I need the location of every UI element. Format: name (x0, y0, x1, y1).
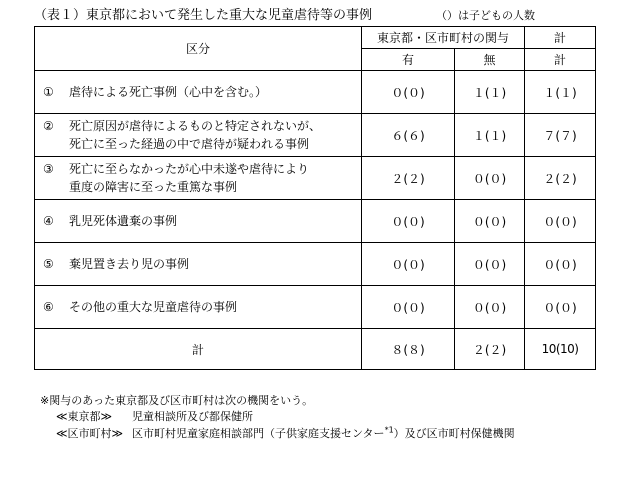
header-yes: 有 (362, 49, 455, 71)
total-row (35, 329, 596, 370)
row-number: ⑤ (43, 257, 54, 271)
total-label: 計 (35, 329, 362, 370)
row-total: １(１) (525, 71, 596, 114)
header-total: 計 (525, 27, 596, 49)
row-text-line: 死亡原因が虐待によるものと特定されないが、 (69, 119, 322, 133)
row-no: ０(０) (455, 243, 525, 286)
row-no: ０(０) (455, 286, 525, 329)
table-title: （表１）東京都において発生した重大な児童虐待等の事例 (34, 8, 373, 23)
table-row (35, 200, 596, 243)
header-no: 無 (455, 49, 525, 71)
row-text (69, 212, 353, 230)
row-total: ７(７) (525, 114, 596, 157)
table-row (35, 286, 596, 329)
row-text (69, 298, 353, 316)
footnote-city-text-after: ）及び区市町村保健機関 (393, 427, 515, 440)
footnote-city-sup: *1 (384, 425, 394, 435)
table-row (35, 71, 596, 114)
row-text-line: 死亡に至らなかったが心中未遂や虐待により (69, 162, 310, 176)
row-number: ⑥ (43, 300, 54, 314)
row-description (35, 286, 362, 329)
row-no: ０(０) (455, 157, 525, 200)
abuse-cases-table (34, 26, 596, 370)
row-yes: ２(２) (362, 157, 455, 200)
header-total-sub: 計 (525, 49, 596, 71)
title-row (34, 6, 594, 26)
row-description (35, 200, 362, 243)
row-total: ２(２) (525, 157, 596, 200)
row-yes: ０(０) (362, 286, 455, 329)
row-description (35, 157, 362, 200)
footnote-tokyo (56, 409, 253, 424)
row-text-line: 乳児死体遺棄の事例 (69, 214, 178, 228)
total-no: ２(２) (455, 329, 525, 370)
row-no: ０(０) (455, 200, 525, 243)
row-text-line: 虐待による死亡事例（心中を含む。） (69, 85, 268, 99)
footnote-city-label: ≪区市町村≫ (56, 427, 124, 440)
table-row (35, 243, 596, 286)
row-yes: ６(６) (362, 114, 455, 157)
total-total: 10(10) (525, 329, 596, 370)
row-text (69, 83, 353, 101)
total-yes: ８(８) (362, 329, 455, 370)
table-row (35, 157, 596, 200)
row-text (69, 160, 353, 196)
row-yes: ０(０) (362, 200, 455, 243)
header-involvement: 東京都・区市町村の関与 (362, 27, 525, 49)
header-category: 区分 (35, 27, 362, 71)
row-total: ０(０) (525, 200, 596, 243)
row-total: ０(０) (525, 286, 596, 329)
table-row (35, 114, 596, 157)
footnote-tokyo-label: ≪東京都≫ (56, 410, 113, 423)
row-text-line: 重度の障害に至った重篤な事例 (69, 180, 238, 194)
row-no: １(１) (455, 114, 525, 157)
row-no: １(１) (455, 71, 525, 114)
row-description (35, 71, 362, 114)
row-yes: ０(０) (362, 71, 455, 114)
title-note: （）は子どもの人数 (436, 9, 535, 22)
row-text-line: 棄児置き去り児の事例 (69, 257, 190, 271)
row-number: ① (43, 85, 54, 99)
row-text (69, 255, 353, 273)
footnote-tokyo-text: 児童相談所及び都保健所 (132, 410, 253, 423)
row-total: ０(０) (525, 243, 596, 286)
row-text-line: その他の重大な児童虐待の事例 (69, 300, 238, 314)
row-number: ② (43, 119, 54, 133)
row-number: ③ (43, 162, 54, 176)
footnote-city (56, 426, 515, 441)
footnote-city-text: 区市町村児童家庭相談部門（子供家庭支援センター (132, 427, 385, 440)
row-number: ④ (43, 214, 54, 228)
header-row-1 (35, 27, 596, 49)
row-text-line: 死亡に至った経過の中で虐待が疑われる事例 (69, 137, 310, 151)
row-description (35, 243, 362, 286)
footnote-note: ※関与のあった東京都及び区市町村は次の機関をいう。 (40, 394, 314, 407)
row-text (69, 117, 353, 153)
row-description (35, 114, 362, 157)
row-yes: ０(０) (362, 243, 455, 286)
